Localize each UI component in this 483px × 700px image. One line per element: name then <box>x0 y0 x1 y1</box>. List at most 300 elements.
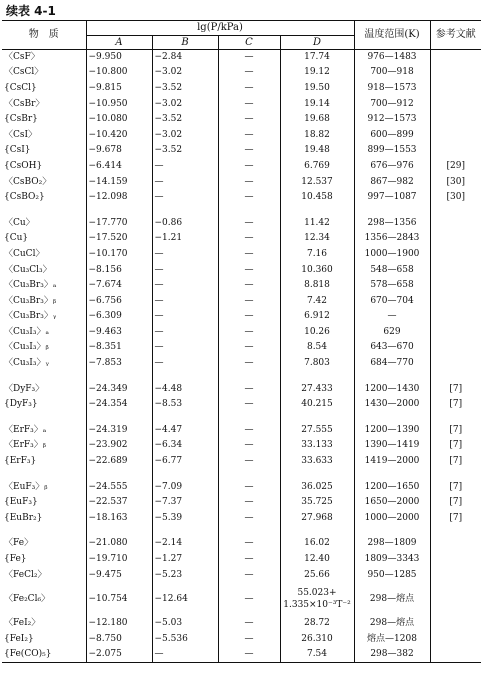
cell-c: — <box>218 381 280 397</box>
cell-substance: 〈CsBr〉 <box>4 98 45 109</box>
cell-b: — <box>152 309 218 325</box>
header-col-b: B <box>152 36 218 50</box>
table-row <box>2 65 481 81</box>
cell-b: −3.02 <box>152 96 218 112</box>
spacer-cell <box>280 526 354 536</box>
cell-temp-range: 熔点—1208 <box>354 632 430 648</box>
table-body <box>2 50 481 663</box>
cell-c: — <box>218 552 280 568</box>
spacer-cell <box>218 205 280 215</box>
spacer-cell <box>152 469 218 479</box>
cell-substance: 〈Cu₃Br₃〉ᵧ <box>4 311 57 322</box>
table-row <box>2 247 481 263</box>
cell-temp-range: 676—976 <box>354 159 430 175</box>
cell-reference <box>430 567 481 583</box>
cell-b: −5.03 <box>152 616 218 632</box>
cell-a: −24.354 <box>86 397 152 413</box>
cell-c: — <box>218 231 280 247</box>
cell-substance: {ErF₃} <box>4 456 37 467</box>
cell-reference <box>430 325 481 341</box>
cell-reference: [29] <box>430 159 481 175</box>
cell-temp-range: 629 <box>354 325 430 341</box>
header-lg-group: lg(P/kPa) <box>86 21 354 36</box>
cell-b: — <box>152 647 218 663</box>
spacer-cell <box>2 469 86 479</box>
cell-temp-range: 976—1483 <box>354 50 430 66</box>
spacer-cell <box>354 371 430 381</box>
table-row <box>2 495 481 511</box>
cell-a: −18.163 <box>86 511 152 527</box>
cell-a: −6.414 <box>86 159 152 175</box>
spacer-cell <box>2 205 86 215</box>
cell-c: — <box>218 397 280 413</box>
cell-d: 7.803 <box>280 356 354 372</box>
cell-b: −3.52 <box>152 112 218 128</box>
cell-c: — <box>218 495 280 511</box>
header-col-d: D <box>280 36 354 50</box>
cell-c: — <box>218 127 280 143</box>
cell-substance: 〈Cu₃Br₃〉ᵦ <box>4 295 57 306</box>
cell-reference <box>430 536 481 552</box>
header-temp-range: 温度范围(K) <box>354 21 430 50</box>
cell-reference <box>430 215 481 231</box>
cell-d: 19.68 <box>280 112 354 128</box>
table-row <box>2 190 481 206</box>
cell-b: −5.39 <box>152 511 218 527</box>
cell-a: −10.170 <box>86 247 152 263</box>
cell-substance: {CsCl} <box>4 82 37 93</box>
cell-b: — <box>152 325 218 341</box>
cell-substance: 〈FeCl₂〉 <box>4 569 47 580</box>
cell-substance: {DyF₃} <box>4 399 38 410</box>
cell-temp-range: 1000—1900 <box>354 247 430 263</box>
spacer-row <box>2 526 481 536</box>
header-col-c: C <box>218 36 280 50</box>
cell-temp-range: — <box>354 309 430 325</box>
cell-substance: 〈Cu〉 <box>4 217 35 228</box>
spacer-row <box>2 469 481 479</box>
cell-d: 27.433 <box>280 381 354 397</box>
cell-d: 11.42 <box>280 215 354 231</box>
cell-d: 8.818 <box>280 278 354 294</box>
table-row <box>2 174 481 190</box>
cell-d <box>280 583 354 616</box>
cell-d: 12.537 <box>280 174 354 190</box>
cell-b: — <box>152 340 218 356</box>
spacer-cell <box>280 413 354 423</box>
cell-reference <box>430 356 481 372</box>
cell-temp-range: 643—670 <box>354 340 430 356</box>
cell-a: −24.319 <box>86 423 152 439</box>
spacer-cell <box>86 469 152 479</box>
cell-d: 25.66 <box>280 567 354 583</box>
table-row <box>2 50 481 66</box>
table-row <box>2 632 481 648</box>
cell-substance: 〈CsF〉 <box>4 52 40 63</box>
cell-a: −10.420 <box>86 127 152 143</box>
cell-d: 40.215 <box>280 397 354 413</box>
cell-d: 17.74 <box>280 50 354 66</box>
cell-b: −4.47 <box>152 423 218 439</box>
cell-substance: {FeI₂} <box>4 633 34 644</box>
cell-a: −19.710 <box>86 552 152 568</box>
cell-d: 10.360 <box>280 262 354 278</box>
cell-reference: [7] <box>430 495 481 511</box>
cell-a: −24.555 <box>86 479 152 495</box>
cell-substance: 〈ErF₃〉ₐ <box>4 424 47 435</box>
table-row <box>2 112 481 128</box>
table-caption: 续表 4-1 <box>6 4 56 18</box>
table-row <box>2 552 481 568</box>
cell-substance: 〈CsBO₂〉 <box>4 176 52 187</box>
cell-d: 12.40 <box>280 552 354 568</box>
cell-a: −8.156 <box>86 262 152 278</box>
cell-reference <box>430 81 481 97</box>
cell-b: −12.64 <box>152 583 218 616</box>
cell-d: 19.50 <box>280 81 354 97</box>
cell-substance: {CsI} <box>4 145 31 156</box>
cell-d: 18.82 <box>280 127 354 143</box>
cell-temp-range: 1200—1430 <box>354 381 430 397</box>
cell-temp-range: 600—899 <box>354 127 430 143</box>
cell-c: — <box>218 81 280 97</box>
spacer-cell <box>2 413 86 423</box>
cell-a: −12.098 <box>86 190 152 206</box>
cell-temp-range: 918—1573 <box>354 81 430 97</box>
spacer-cell <box>152 205 218 215</box>
cell-d: 28.72 <box>280 616 354 632</box>
cell-c: — <box>218 262 280 278</box>
cell-substance: 〈Fe₂Cl₆〉 <box>4 593 51 604</box>
table-row <box>2 438 481 454</box>
cell-temp-range: 1200—1650 <box>354 479 430 495</box>
cell-substance: 〈ErF₃〉ᵦ <box>4 440 46 451</box>
cell-c: — <box>218 479 280 495</box>
cell-reference: [30] <box>430 174 481 190</box>
cell-d: 10.458 <box>280 190 354 206</box>
spacer-cell <box>86 526 152 536</box>
cell-a: −21.080 <box>86 536 152 552</box>
cell-b: −2.84 <box>152 50 218 66</box>
cell-temp-range: 997—1087 <box>354 190 430 206</box>
spacer-cell <box>152 371 218 381</box>
cell-c: — <box>218 247 280 263</box>
cell-substance: 〈CuCl〉 <box>4 248 45 259</box>
cell-a: −9.678 <box>86 143 152 159</box>
cell-b: −5.23 <box>152 567 218 583</box>
spacer-cell <box>354 469 430 479</box>
cell-c: — <box>218 143 280 159</box>
cell-c: — <box>218 65 280 81</box>
cell-temp-range: 867—982 <box>354 174 430 190</box>
cell-d-line1: 55.023+ <box>297 588 337 599</box>
cell-reference: [7] <box>430 381 481 397</box>
table-row <box>2 293 481 309</box>
cell-a: −23.902 <box>86 438 152 454</box>
cell-d: 8.54 <box>280 340 354 356</box>
spacer-cell <box>218 413 280 423</box>
cell-a: −22.689 <box>86 454 152 470</box>
cell-c: — <box>218 647 280 663</box>
cell-a: −14.159 <box>86 174 152 190</box>
cell-temp-range: 684—770 <box>354 356 430 372</box>
cell-b: −6.34 <box>152 438 218 454</box>
cell-substance: 〈FeI₂〉 <box>4 618 41 629</box>
spacer-cell <box>2 371 86 381</box>
cell-a: −9.475 <box>86 567 152 583</box>
table-row <box>2 381 481 397</box>
cell-temp-range: 578—658 <box>354 278 430 294</box>
table-row <box>2 127 481 143</box>
cell-d: 33.133 <box>280 438 354 454</box>
table-row <box>2 81 481 97</box>
cell-c: — <box>218 50 280 66</box>
table-row <box>2 536 481 552</box>
table-row <box>2 647 481 663</box>
cell-a: −10.754 <box>86 583 152 616</box>
cell-a: −24.349 <box>86 381 152 397</box>
cell-reference <box>430 127 481 143</box>
cell-c: — <box>218 293 280 309</box>
cell-temp-range: 1419—2000 <box>354 454 430 470</box>
cell-c: — <box>218 96 280 112</box>
header-reference: 参考文献 <box>430 21 481 50</box>
cell-d: 10.26 <box>280 325 354 341</box>
cell-a: −2.075 <box>86 647 152 663</box>
table-row <box>2 278 481 294</box>
cell-b: — <box>152 190 218 206</box>
cell-c: — <box>218 112 280 128</box>
cell-reference <box>430 632 481 648</box>
cell-b: −7.09 <box>152 479 218 495</box>
cell-a: −9.815 <box>86 81 152 97</box>
cell-c: — <box>218 583 280 616</box>
cell-reference <box>430 65 481 81</box>
cell-temp-range: 670—704 <box>354 293 430 309</box>
cell-b: −2.14 <box>152 536 218 552</box>
spacer-cell <box>354 526 430 536</box>
cell-a: −7.674 <box>86 278 152 294</box>
cell-reference <box>430 616 481 632</box>
spacer-row <box>2 371 481 381</box>
cell-d: 19.48 <box>280 143 354 159</box>
cell-b: — <box>152 247 218 263</box>
spacer-cell <box>86 413 152 423</box>
spacer-cell <box>218 469 280 479</box>
cell-c: — <box>218 536 280 552</box>
cell-substance: 〈EuF₃〉ᵦ <box>4 481 48 492</box>
cell-temp-range: 912—1573 <box>354 112 430 128</box>
cell-b: −3.02 <box>152 127 218 143</box>
table-row <box>2 262 481 278</box>
table-row <box>2 96 481 112</box>
cell-b: −0.86 <box>152 215 218 231</box>
cell-b: −3.52 <box>152 81 218 97</box>
cell-reference <box>430 247 481 263</box>
cell-substance: 〈Cu₃I₃〉ₐ <box>4 326 49 337</box>
cell-a: −7.853 <box>86 356 152 372</box>
cell-reference <box>430 143 481 159</box>
cell-b: −6.77 <box>152 454 218 470</box>
cell-reference: [7] <box>430 479 481 495</box>
cell-reference: [7] <box>430 511 481 527</box>
cell-a: −10.950 <box>86 96 152 112</box>
cell-reference <box>430 231 481 247</box>
cell-b: −3.52 <box>152 143 218 159</box>
cell-b: −7.37 <box>152 495 218 511</box>
spacer-cell <box>152 526 218 536</box>
cell-temp-range: 298—1356 <box>354 215 430 231</box>
cell-substance: {CsOH} <box>4 160 43 171</box>
cell-a: −9.463 <box>86 325 152 341</box>
cell-a: −17.770 <box>86 215 152 231</box>
cell-a: −6.309 <box>86 309 152 325</box>
header-substance: 物 质 <box>2 21 86 50</box>
cell-c: — <box>218 511 280 527</box>
cell-substance: {CsBr} <box>4 114 38 125</box>
cell-reference: [7] <box>430 423 481 439</box>
spacer-cell <box>86 205 152 215</box>
cell-b: −5.536 <box>152 632 218 648</box>
cell-temp-range: 1200—1390 <box>354 423 430 439</box>
cell-b: −1.21 <box>152 231 218 247</box>
cell-substance: {Fe(CO)₅} <box>2 647 86 663</box>
cell-temp-range: 1356—2843 <box>354 231 430 247</box>
cell-d: 36.025 <box>280 479 354 495</box>
cell-c: — <box>218 567 280 583</box>
spacer-row <box>2 205 481 215</box>
spacer-cell <box>152 413 218 423</box>
cell-substance: 〈Cu₃Cl₃〉 <box>4 264 52 275</box>
cell-a: −9.950 <box>86 50 152 66</box>
cell-reference: [7] <box>430 438 481 454</box>
cell-substance: 〈CsI〉 <box>4 129 38 140</box>
spacer-cell <box>218 526 280 536</box>
cell-d: 33.633 <box>280 454 354 470</box>
table-row <box>2 215 481 231</box>
cell-temp-range: 298—1809 <box>354 536 430 552</box>
table-row <box>2 397 481 413</box>
table-row <box>2 340 481 356</box>
cell-d: 26.310 <box>280 632 354 648</box>
cell-b: — <box>152 262 218 278</box>
cell-a: −8.351 <box>86 340 152 356</box>
table-row <box>2 616 481 632</box>
cell-a: −17.520 <box>86 231 152 247</box>
cell-substance: 〈CsCl〉 <box>4 67 44 78</box>
spacer-cell <box>280 205 354 215</box>
spacer-row <box>2 413 481 423</box>
cell-c: — <box>218 356 280 372</box>
cell-c: — <box>218 340 280 356</box>
spacer-cell <box>218 371 280 381</box>
cell-d: 7.16 <box>280 247 354 263</box>
cell-d: 27.555 <box>280 423 354 439</box>
spacer-cell <box>430 205 481 215</box>
cell-c: — <box>218 632 280 648</box>
cell-reference <box>430 278 481 294</box>
cell-reference <box>430 340 481 356</box>
cell-c: — <box>218 309 280 325</box>
cell-temp-range: 1809—3343 <box>354 552 430 568</box>
cell-reference <box>430 96 481 112</box>
cell-b: — <box>152 293 218 309</box>
cell-c: — <box>218 616 280 632</box>
cell-a: −10.800 <box>86 65 152 81</box>
table-row <box>2 583 481 616</box>
spacer-cell <box>280 371 354 381</box>
cell-d: 16.02 <box>280 536 354 552</box>
cell-a: −12.180 <box>86 616 152 632</box>
cell-d: 19.14 <box>280 96 354 112</box>
cell-reference <box>430 647 481 663</box>
cell-substance: {CsBO₂} <box>4 192 45 203</box>
cell-b: −1.27 <box>152 552 218 568</box>
cell-a: −8.750 <box>86 632 152 648</box>
spacer-cell <box>2 526 86 536</box>
table-row <box>2 143 481 159</box>
cell-c: — <box>218 278 280 294</box>
cell-temp-range: 899—1553 <box>354 143 430 159</box>
cell-substance: 〈Cu₃I₃〉ᵧ <box>4 358 49 369</box>
table-row <box>2 479 481 495</box>
spacer-cell <box>280 469 354 479</box>
table-row <box>2 159 481 175</box>
cell-d-line2: 1.335×10⁻³T⁻² <box>283 600 351 611</box>
cell-substance: 〈Fe〉 <box>4 538 34 549</box>
cell-c: — <box>218 190 280 206</box>
header-col-a: A <box>86 36 152 50</box>
cell-reference <box>430 583 481 616</box>
cell-temp-range: 1390—1419 <box>354 438 430 454</box>
cell-d: 19.12 <box>280 65 354 81</box>
cell-c: — <box>218 423 280 439</box>
cell-substance: 〈Cu₃Br₃〉ₐ <box>4 280 57 291</box>
cell-reference <box>430 293 481 309</box>
spacer-cell <box>430 413 481 423</box>
spacer-cell <box>354 205 430 215</box>
cell-temp-range: 700—918 <box>354 65 430 81</box>
table-row <box>2 423 481 439</box>
spacer-cell <box>86 371 152 381</box>
cell-reference <box>430 112 481 128</box>
table-row <box>2 325 481 341</box>
cell-d: 6.769 <box>280 159 354 175</box>
table-row <box>2 511 481 527</box>
cell-substance: {Fe} <box>4 554 27 565</box>
cell-a: −10.080 <box>86 112 152 128</box>
cell-temp-range: 1650—2000 <box>354 495 430 511</box>
cell-a: −6.756 <box>86 293 152 309</box>
cell-d: 12.34 <box>280 231 354 247</box>
cell-temp-range: 950—1285 <box>354 567 430 583</box>
cell-reference <box>430 50 481 66</box>
table-row <box>2 356 481 372</box>
cell-b: −4.48 <box>152 381 218 397</box>
cell-b: — <box>152 159 218 175</box>
cell-substance: {Cu} <box>4 233 29 244</box>
cell-reference: [7] <box>430 397 481 413</box>
cell-b: — <box>152 174 218 190</box>
cell-d: 6.912 <box>280 309 354 325</box>
cell-b: −8.53 <box>152 397 218 413</box>
spacer-cell <box>430 371 481 381</box>
cell-substance: {EuBr₂} <box>4 512 43 523</box>
cell-d: 27.968 <box>280 511 354 527</box>
cell-temp-range: 298—382 <box>354 647 430 663</box>
table-row <box>2 231 481 247</box>
cell-substance: {EuF₃} <box>4 497 38 508</box>
